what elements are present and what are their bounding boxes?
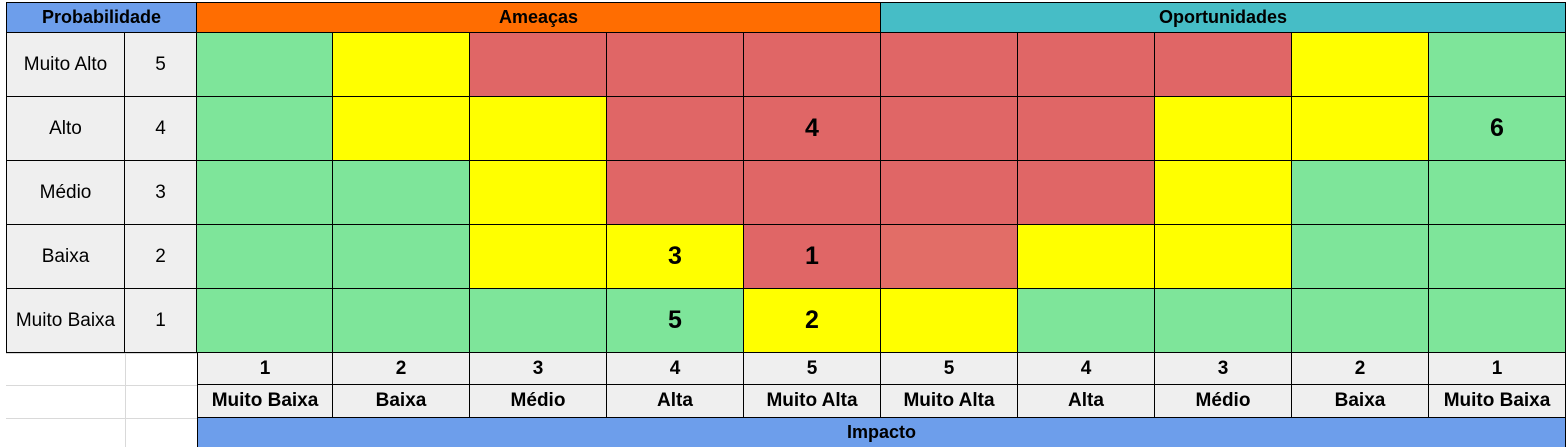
matrix-cell[interactable] [470, 225, 607, 289]
impact-label[interactable]: Médio [470, 385, 607, 418]
impact-number[interactable]: 2 [1292, 353, 1429, 385]
impact-label[interactable]: Baixa [1292, 385, 1429, 418]
matrix-cell[interactable] [881, 289, 1018, 353]
impact-number[interactable]: 5 [744, 353, 881, 385]
sheet-gridline [125, 353, 126, 447]
matrix-cell[interactable] [1429, 289, 1566, 353]
matrix-cell[interactable] [607, 33, 744, 97]
matrix-cell[interactable] [1155, 225, 1292, 289]
sheet-gridline [6, 418, 197, 419]
probability-label[interactable]: Baixa [6, 225, 125, 289]
matrix-cell[interactable] [1292, 225, 1429, 289]
matrix-cell[interactable]: 4 [744, 97, 881, 161]
impact-number[interactable]: 4 [1018, 353, 1155, 385]
header-oportunidades[interactable]: Oportunidades [881, 2, 1566, 33]
matrix-cell[interactable] [1018, 97, 1155, 161]
matrix-cell[interactable] [1429, 161, 1566, 225]
matrix-cell[interactable]: 5 [607, 289, 744, 353]
probability-label[interactable]: Alto [6, 97, 125, 161]
matrix-cell[interactable] [333, 225, 470, 289]
matrix-cell[interactable] [607, 161, 744, 225]
matrix-cell[interactable] [1018, 161, 1155, 225]
matrix-cell[interactable] [1292, 161, 1429, 225]
probability-label[interactable]: Muito Baixa [6, 289, 125, 353]
matrix-cell[interactable] [470, 33, 607, 97]
matrix-cell[interactable] [744, 161, 881, 225]
matrix-cell[interactable] [333, 97, 470, 161]
impact-label[interactable]: Alta [1018, 385, 1155, 418]
matrix-cell[interactable]: 2 [744, 289, 881, 353]
matrix-cell[interactable] [197, 161, 333, 225]
impact-label[interactable]: Muito Alta [744, 385, 881, 418]
probability-label[interactable]: Médio [6, 161, 125, 225]
matrix-cell[interactable]: 1 [744, 225, 881, 289]
impact-number[interactable]: 3 [1155, 353, 1292, 385]
matrix-cell[interactable] [1292, 289, 1429, 353]
probability-value[interactable]: 2 [125, 225, 197, 289]
impact-number[interactable]: 3 [470, 353, 607, 385]
matrix-cell[interactable]: 6 [1429, 97, 1566, 161]
matrix-cell[interactable] [333, 161, 470, 225]
matrix-cell[interactable] [333, 289, 470, 353]
matrix-cell[interactable] [197, 225, 333, 289]
matrix-cell[interactable] [1155, 161, 1292, 225]
matrix-cell[interactable] [333, 33, 470, 97]
matrix-cell[interactable] [1155, 97, 1292, 161]
matrix-cell[interactable] [470, 289, 607, 353]
header-probabilidade[interactable]: Probabilidade [6, 2, 197, 33]
matrix-cell[interactable] [197, 97, 333, 161]
matrix-cell[interactable] [1292, 97, 1429, 161]
matrix-cell[interactable] [607, 97, 744, 161]
matrix-cell[interactable] [744, 33, 881, 97]
probability-value[interactable]: 1 [125, 289, 197, 353]
matrix-cell[interactable] [881, 161, 1018, 225]
matrix-cell[interactable] [881, 33, 1018, 97]
sheet-gridline [6, 353, 203, 354]
matrix-cell[interactable] [197, 33, 333, 97]
matrix-cell[interactable] [1429, 225, 1566, 289]
impact-label[interactable]: Alta [607, 385, 744, 418]
probability-value[interactable]: 3 [125, 161, 197, 225]
impact-label[interactable]: Muito Baixa [197, 385, 333, 418]
impact-label[interactable]: Baixa [333, 385, 470, 418]
header-ameacas[interactable]: Ameaças [197, 2, 881, 33]
impact-number[interactable]: 1 [1429, 353, 1566, 385]
matrix-cell[interactable] [470, 161, 607, 225]
impact-number[interactable]: 4 [607, 353, 744, 385]
impact-number[interactable]: 2 [333, 353, 470, 385]
matrix-cell[interactable] [1018, 33, 1155, 97]
matrix-cell[interactable] [1292, 33, 1429, 97]
header-impacto[interactable]: Impacto [197, 418, 1566, 447]
matrix-cell[interactable] [881, 225, 1018, 289]
impact-number[interactable]: 1 [197, 353, 333, 385]
matrix-cell[interactable]: 3 [607, 225, 744, 289]
matrix-cell[interactable] [197, 289, 333, 353]
matrix-cell[interactable] [1018, 225, 1155, 289]
matrix-cell[interactable] [1429, 33, 1566, 97]
matrix-cell[interactable] [1155, 289, 1292, 353]
matrix-cell[interactable] [470, 97, 607, 161]
impact-label[interactable]: Muito Alta [881, 385, 1018, 418]
matrix-cell[interactable] [881, 97, 1018, 161]
impact-number[interactable]: 5 [881, 353, 1018, 385]
impact-label[interactable]: Médio [1155, 385, 1292, 418]
probability-value[interactable]: 4 [125, 97, 197, 161]
impact-label[interactable]: Muito Baixa [1429, 385, 1566, 418]
matrix-cell[interactable] [1155, 33, 1292, 97]
probability-value[interactable]: 5 [125, 33, 197, 97]
sheet-gridline [6, 385, 197, 386]
probability-label[interactable]: Muito Alto [6, 33, 125, 97]
matrix-cell[interactable] [1018, 289, 1155, 353]
